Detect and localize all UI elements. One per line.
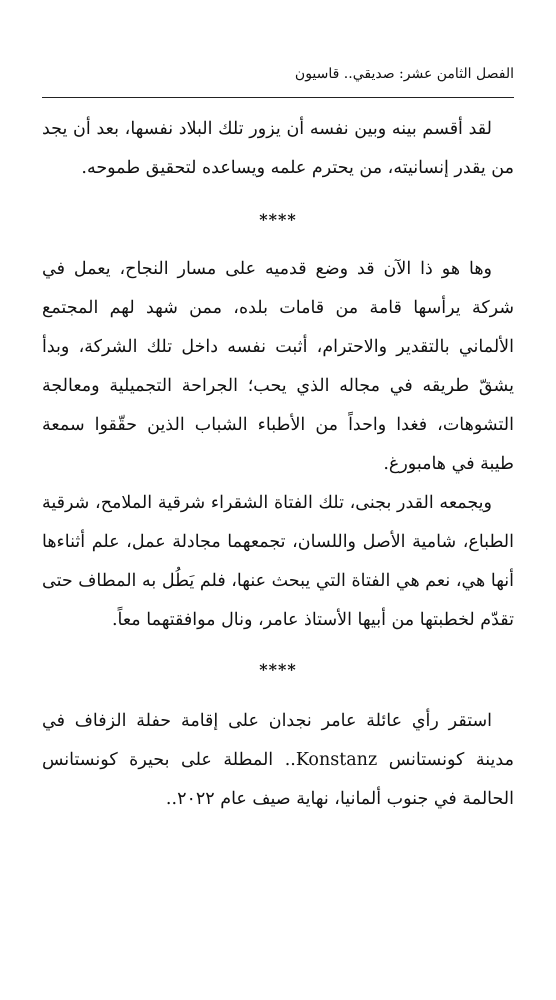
body-text <box>42 110 514 819</box>
section-separator-1: **** <box>259 210 297 229</box>
paragraph-1: لقد أقسم بينه وبين نفسه أن يزور تلك البلاد نفسها، بعد أن يجد من يقدر إنسانيته، من يحترم علمه ويساعده لتحقيق طموحه. <box>42 119 514 178</box>
paragraph-4: استقر رأي عائلة عامر نجدان على إقامة حفلة الزفاف في مدينة كونستانس Konstanz.. المطلة على بحيرة كونستانس الحالمة في جنوب ألمانيا، نهاية صيف عام ٢٠٢٢.. <box>42 711 514 809</box>
paragraph-3: ويجمعه القدر بجنى، تلك الفتاة الشقراء شرقية الملامح، شرقية الطباع، شامية الأصل واللسان، تجمعهما مجادلة عمل، علم أثناءها أنها هي، نعم هي الفتاة التي يبحث عنها، فلم يَطُل به المطاف حتى تقدّم لخطبتها من أبيها الأستاذ عامر، ونال موافقتهما معاً. <box>42 493 514 630</box>
header-rule <box>42 97 514 98</box>
section-separator-2: **** <box>259 660 297 679</box>
paragraph-2: وها هو ذا الآن قد وضع قدميه على مسار النجاح، يعمل في شركة يرأسها قامة من قامات بلده، ممن شهد لهم المجتمع الألماني بالتقدير والاحترام، أثبت نفسه داخل تلك الشركة، وبدأ يشقّ طريقه في مجاله الذي يحب؛ الجراحة التجميلية ومعالجة التشوهات، فغدا واحداً من الأطباء الشباب الذين حقّقوا سمعة طيبة في هامبورغ. <box>42 259 514 474</box>
running-header-title: الفصل الثامن عشر: صديقي.. قاسيون <box>294 66 514 82</box>
